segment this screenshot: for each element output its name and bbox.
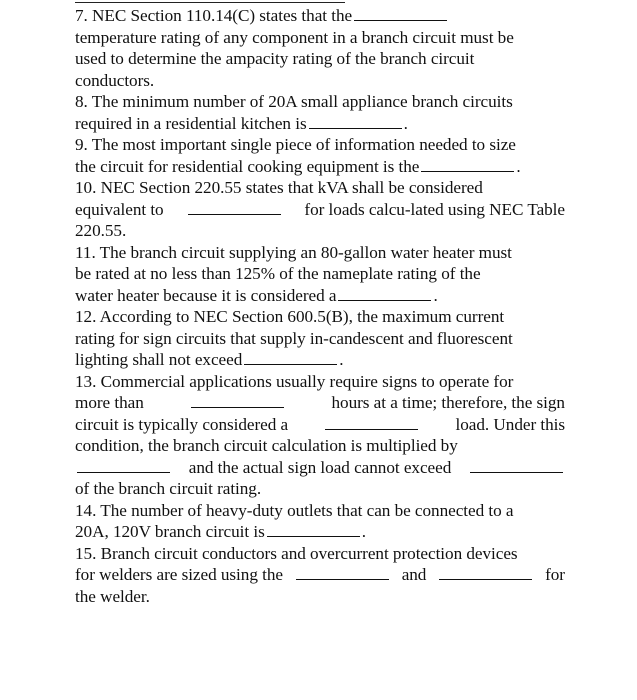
text-line xyxy=(75,91,565,113)
text-line xyxy=(75,70,565,92)
top-rule xyxy=(75,2,345,3)
text-line xyxy=(75,263,565,285)
text-segment: . xyxy=(516,156,521,176)
text-segment: 11. The branch circuit supplying an 80-gallon water heater must xyxy=(75,242,512,262)
text-segment: for loads calcu-lated using NEC Table xyxy=(304,199,565,219)
text-segment: temperature rating of any component in a branch circuit must be xyxy=(75,27,514,47)
text-segment: the circuit for residential cooking equipment is the xyxy=(75,156,420,176)
text-line xyxy=(75,328,565,350)
text-segment: conductors. xyxy=(75,70,155,90)
text-segment: circuit is typically considered a xyxy=(75,414,289,434)
text-line xyxy=(75,48,565,70)
text-segment: load. Under this xyxy=(455,414,565,434)
answer-blank xyxy=(354,5,447,21)
text-segment: for xyxy=(545,565,565,584)
text-segment: required in a residential kitchen is xyxy=(75,113,307,133)
text-segment: 20A, 120V branch circuit is xyxy=(75,522,265,541)
text-segment: lighting shall not exceed xyxy=(75,350,243,369)
text-segment: . xyxy=(361,522,366,541)
text-segment: 13. Commercial applications usually require signs to operate for xyxy=(75,371,514,391)
text-line xyxy=(75,414,565,436)
text-line xyxy=(75,113,565,135)
text-line xyxy=(75,521,565,543)
text-line xyxy=(75,177,565,199)
text-segment: 14. The number of heavy-duty outlets that can be connected to a xyxy=(75,500,514,520)
text-line xyxy=(75,371,565,393)
answer-blank xyxy=(191,392,284,408)
text-line xyxy=(75,156,565,178)
answer-blank xyxy=(77,457,170,473)
text-segment: equivalent to xyxy=(75,199,164,219)
answer-blank xyxy=(325,414,418,430)
text-segment: of the branch circuit rating. xyxy=(75,479,262,498)
text-line xyxy=(75,349,565,371)
text-segment: 12. According to NEC Section 600.5(B), the maximum current xyxy=(75,307,505,326)
text-line xyxy=(75,199,565,221)
text-segment: be rated at no less than 125% of the nameplate rating of the xyxy=(75,264,481,283)
text-line xyxy=(75,478,565,500)
answer-blank xyxy=(338,285,431,301)
text-segment: for welders are sized using the xyxy=(75,565,283,584)
text-segment: condition, the branch circuit calculation is multiplied by xyxy=(75,436,458,455)
text-segment: water heater because it is considered a xyxy=(75,285,337,305)
text-line xyxy=(75,543,565,565)
text-line xyxy=(75,242,565,264)
text-line xyxy=(75,392,565,414)
text-line xyxy=(75,134,565,156)
answer-blank xyxy=(296,564,389,580)
text-segment: . xyxy=(433,285,438,305)
text-segment: 15. Branch circuit conductors and overcurrent protection devices xyxy=(75,543,518,563)
text-segment: the welder. xyxy=(75,586,150,606)
answer-blank xyxy=(309,113,402,129)
text-segment: 10. NEC Section 220.55 states that kVA shall be considered xyxy=(75,178,483,197)
text-line xyxy=(75,306,565,328)
text-line xyxy=(75,27,565,49)
text-segment: . xyxy=(339,350,344,369)
text-segment: . xyxy=(403,113,408,133)
text-segment: and xyxy=(401,565,427,584)
text-line xyxy=(75,564,565,586)
answer-blank xyxy=(470,457,563,473)
text-line xyxy=(75,457,565,479)
text-segment: used to determine the ampacity rating of the branch circuit xyxy=(75,49,475,68)
text-segment: rating for sign circuits that supply in-candescent and fluorescent xyxy=(75,328,513,348)
text-line xyxy=(75,500,565,522)
answer-blank xyxy=(188,199,281,215)
text-segment: 8. The minimum number of 20A small appliance branch circuits xyxy=(75,92,513,111)
answer-blank xyxy=(421,156,514,172)
text-line xyxy=(75,435,565,457)
text-segment: 220.55. xyxy=(75,221,127,240)
text-segment: 9. The most important single piece of information needed to size xyxy=(75,135,516,154)
text-line xyxy=(75,586,565,608)
answer-blank xyxy=(439,564,532,580)
answer-blank xyxy=(244,349,337,365)
text-segment: and the actual sign load cannot exceed xyxy=(188,457,452,477)
text-line xyxy=(75,5,565,27)
text-segment: more than xyxy=(75,393,144,412)
answer-blank xyxy=(267,521,360,537)
text-segment: hours at a time; therefore, the sign xyxy=(331,393,565,412)
text-line xyxy=(75,285,565,307)
text-segment: 7. NEC Section 110.14(C) states that the xyxy=(75,6,353,25)
text-line xyxy=(75,220,565,242)
